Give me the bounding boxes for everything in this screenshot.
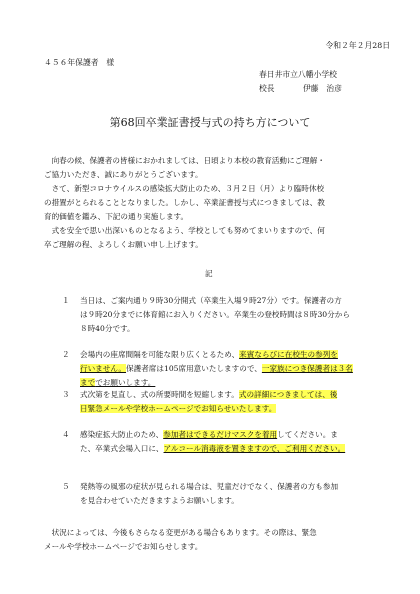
addressee: ４５６年保護者 様 [44, 58, 115, 67]
item-line [80, 481, 338, 492]
item-text: 発熱等の風邪の症状が見られる場合は、児童だけでなく、保護者の方も参加 [80, 482, 339, 491]
intro-line: さて、新型コロナウイルスの感染拡大防止のため、３月２日（月）より臨時休校 [44, 184, 325, 193]
highlighted-text: 来賓ならびに在校生の参列を [239, 350, 338, 359]
sender-school: 春日井市立八幡小学校 [259, 70, 337, 79]
item-line [80, 443, 345, 454]
item-number: ３ [62, 390, 70, 399]
intro-line: 卒ご理解の程、よろしくお願い申し上げます。 [44, 240, 203, 249]
highlighted-text: まで [80, 378, 96, 387]
item-number: １ [62, 296, 70, 305]
intro-line: 育的価値を鑑み、下記の通り実施します。 [44, 212, 189, 221]
sender-name: 伊藤 治彦 [303, 84, 342, 93]
item-line [80, 495, 239, 506]
item-text: してください。ま [277, 430, 338, 439]
highlighted-text: でお願いします。 [95, 378, 156, 387]
item-line [80, 403, 276, 414]
document-date: 令和２年２月28日 [325, 41, 390, 50]
intro-line: 向春の候、保護者の皆様におかれましては、日頃より本校の教育活動にご理解・ [44, 156, 325, 165]
highlighted-text: アルコール消毒液を置きますので、ご利用ください。 [163, 444, 346, 453]
item-line [80, 295, 342, 306]
highlighted-text: 一家族につき保護者は３名 [261, 364, 353, 373]
closing-line: 状況によっては、今後もさらなる変更がある場合もあります。その際は、緊急 [44, 528, 317, 537]
item-text: 感染症拡大防止のため、 [80, 430, 164, 439]
item-line [80, 377, 155, 388]
ki-heading: 記 [205, 269, 213, 278]
item-number: ２ [62, 350, 70, 359]
item-text: 会場内の座席間隔を可能な限り広くとるため、 [80, 350, 240, 359]
item-number: ４ [62, 430, 70, 439]
highlighted-text: 式の詳細につきましては、後 [238, 390, 338, 399]
highlighted-text: 日緊急メールや学校ホームページでお知らせいたします。 [80, 404, 277, 413]
highlighted-text: 行いません。 [80, 364, 127, 373]
item-line [80, 389, 337, 400]
intro-line: ご協力いただき、誠にありがとうございます。 [44, 170, 203, 179]
item-line [80, 429, 338, 440]
item-text: ８時40分です。 [80, 324, 135, 333]
document-title: 第68回卒業証書授与式の持ち方について [109, 116, 311, 129]
item-line [80, 349, 338, 360]
item-text: 保護者席は105席用意いたしますので、 [126, 364, 262, 373]
item-text: た、卒業式会場入口に、 [80, 444, 164, 453]
intro-line: の措置がとられることとなりました。しかし、卒業証書授与式につきましては、教 [44, 198, 325, 207]
item-number: ５ [62, 482, 70, 491]
item-text: 当日は、ご案内通り９時30分開式（卒業生入場９時27分）です。保護者の方 [80, 296, 342, 305]
highlighted-text: 参加者はできるだけマスクを着用 [163, 430, 278, 439]
item-line [80, 323, 135, 334]
sender-title: 校長 [259, 84, 275, 93]
item-text: を見合わせていただきますようお願いします。 [80, 496, 239, 505]
item-text: 式次第を見直し、式の所要時間を短縮します。 [80, 390, 239, 399]
item-text: は９時20分までに体育館にお入りください。卒業生の登校時間は８時30分から [80, 310, 350, 319]
item-line [80, 363, 353, 374]
item-line [80, 309, 350, 320]
closing-line: メールや学校ホームページでお知らせします。 [44, 542, 203, 551]
intro-line: 式を安全で思い出深いものとなるよう、学校としても努めてまいりますので、何 [44, 226, 325, 235]
